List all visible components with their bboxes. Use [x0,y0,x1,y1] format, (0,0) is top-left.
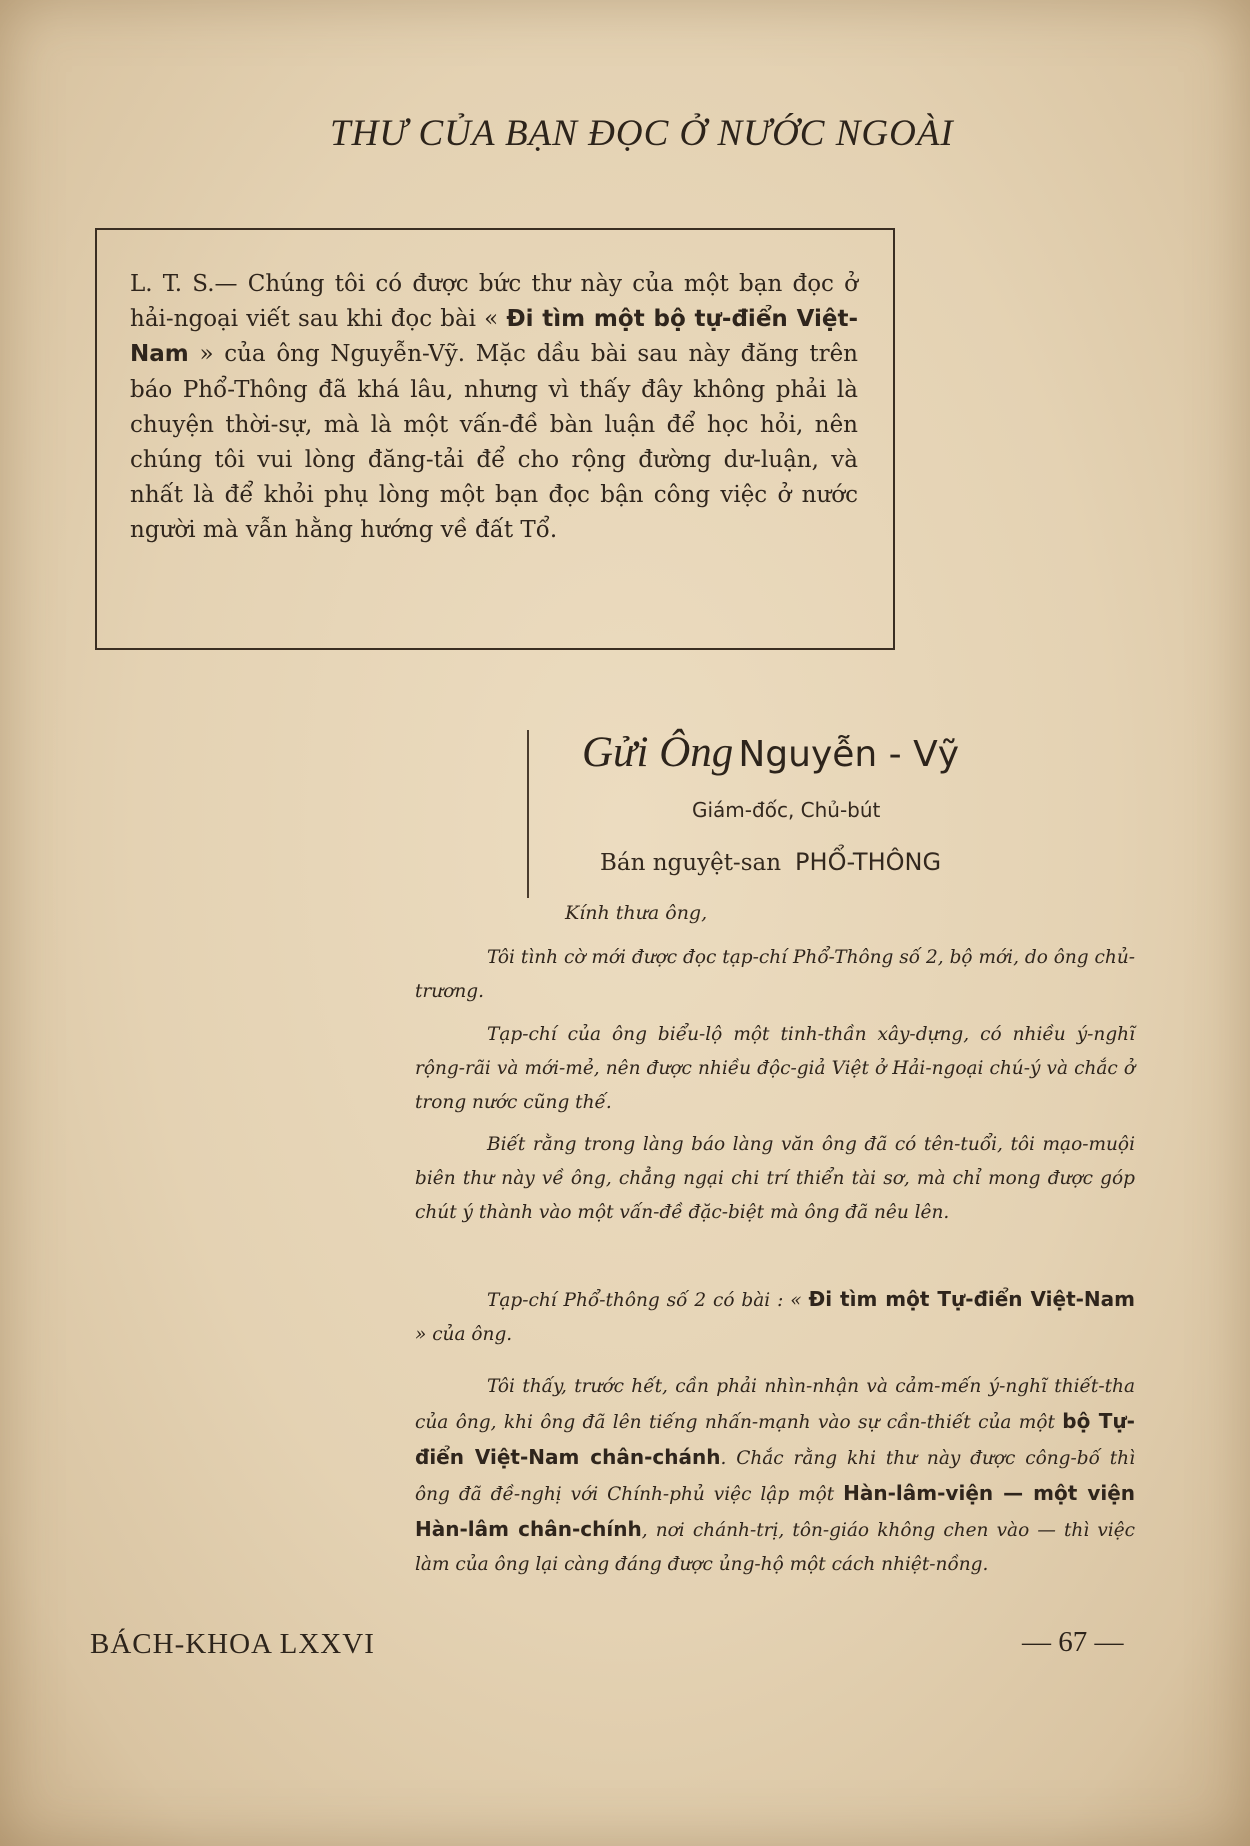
para4-outro: » của ông. [415,1324,513,1345]
page-title: THƯ CỦA BẠN ĐỌC Ở NƯỚC NGOÀI [330,113,954,154]
address-divider [527,730,529,898]
editor-note-part1: L. T. S.— Chúng tôi có được bức thư này của một bạn đọc ở hải-ngoại viết sau khi đọc bài « [130,271,858,333]
para5-bold-1: bộ Tự-điển Việt-Nam chân-chánh [415,1409,1135,1469]
letter-paragraph-5 [415,1370,1135,1582]
addressee-publication-line [600,848,941,876]
editor-note-part2: » của ông Nguyễn-Vỹ. Mặc dầu bài sau này đăng trên báo Phổ-Thông đã khá lâu, nhưng vì thấy đây không phải là chuyện thời-sự, mà là một vấn-đề bàn luận để học hỏi, nên chúng tôi vui lòng đăng-tải để cho rộng đường dư-luận, và nhất là để khỏi phụ lòng một bạn đọc bận công việc ở nước người mà vẫn hằng hướng về đất Tổ. [130,341,858,544]
letter-paragraph-2: Tạp-chí của ông biểu-lộ một tinh-thần xây-dựng, có nhiều ý-nghĩ rộng-rãi và mới-mẻ, nên được nhiều độc-giả Việt ở Hải-ngoại chú-ý và chắc ở trong nước cũng thế. [415,1024,1135,1113]
letter-paragraph-3: Biết rằng trong làng báo làng văn ông đã có tên-tuổi, tôi mạo-muội biên thư này về ông, chẳng ngại chi trí thiển tài sơ, mà chỉ mong được góp chút ý thành vào một vấn-đề đặc-biệt mà ông đã nêu lên. [415,1134,1135,1223]
editor-note-article-title: Đi tìm một bộ tự-điển Việt-Nam [130,306,859,368]
footer-publication: BÁCH-KHOA LXXVI [90,1628,375,1660]
letter-paragraph-4 [415,1282,1135,1352]
para5-part-a: Tôi thấy, trước hết, cần phải nhìn-nhận và cảm-mến ý-nghĩ thiết-tha của ông, khi ông đã lên tiếng nhấn-mạnh vào sự cần-thiết của một [415,1376,1135,1433]
addressee-position: Giám-đốc, Chủ-bút [692,798,881,822]
addressee-name: Nguyễn - Vỹ [738,734,960,775]
editor-note-text [130,267,858,549]
publication-type: Bán nguyệt-san [600,850,782,876]
magazine-name: PHỔ-THÔNG [795,848,942,876]
para4-intro: Tạp-chí Phổ-thông số 2 có bài : « [487,1290,809,1311]
letter-salutation: Kính thưa ông, [565,902,708,924]
para5-bold-2: Hàn-lâm-viện — một viện Hàn-lâm chân-chính [415,1481,1136,1541]
para4-article-title: Đi tìm một Tự-điển Việt-Nam [808,1287,1135,1311]
letter-paragraph-1: Tôi tình cờ mới được đọc tạp-chí Phổ-Thông số 2, bộ mới, do ông chủ-trương. [415,947,1135,1002]
addressee-line [582,728,1062,777]
page-number: — 67 — [1022,1626,1124,1658]
addressee-prefix: Gửi Ông [582,729,734,776]
para5-part-c: . Chắc rằng khi thư này được công-bố thì ông đã đề-nghị với Chính-phủ việc lập một [415,1448,1135,1505]
para5-part-d: , nơi chánh-trị, tôn-giáo không chen vào — thì việc làm của ông lại càng đáng được ủng-hộ một cách nhiệt-nồng. [415,1520,1136,1575]
